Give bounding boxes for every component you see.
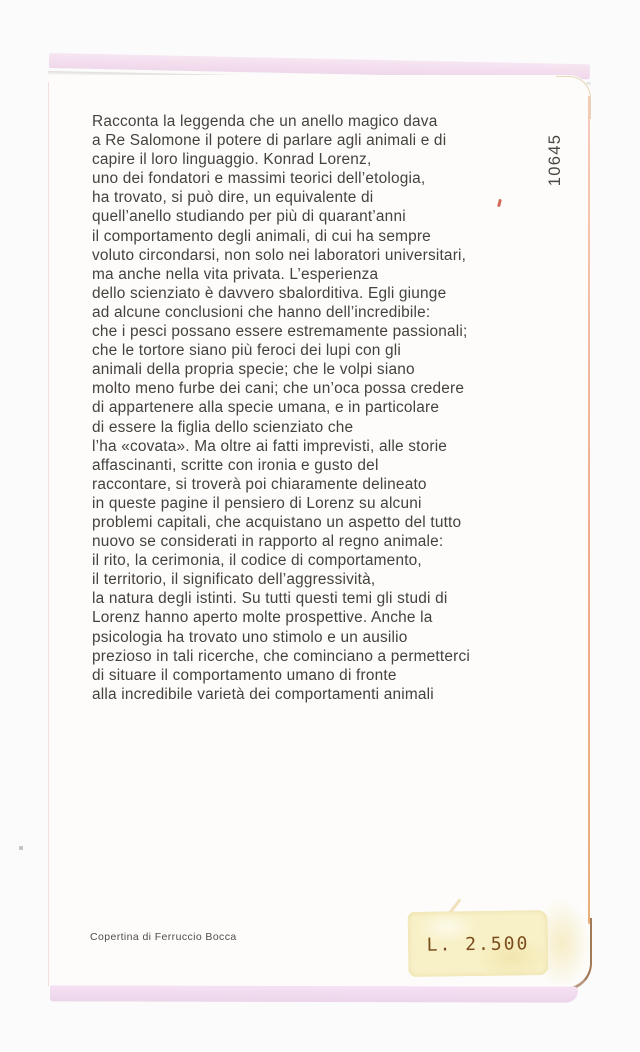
blurb-line: ha trovato, si può dire, un equivalente di [92,189,374,207]
blurb-line: di situare il comportamento umano di fronte [92,666,397,684]
catalog-number: 10645 [546,133,564,187]
blurb-line: voluto circondarsi, non solo nei laboratori universitari, [92,246,467,264]
blurb-line: dello scienziato è davvero sbalorditiva. Egli giunge [92,284,447,302]
price-label: L. 2.500 [426,933,530,956]
page-right-edge [588,96,590,924]
blurb-line: psicologia ha trovato uno stimolo e un ausilio [92,628,408,646]
blurb-line: Racconta la leggenda che un anello magico dava [92,113,438,130]
blurb-line: prezioso in tali ricerche, che cominciano a permetterci [92,647,470,665]
blurb-line: il rito, la cerimonia, il codice di comportamento, [92,552,422,570]
blurb-line: ma anche nella vita privata. L’esperienza [92,265,379,283]
sticker-glue-smudge [544,901,588,985]
blurb-line: di appartenere alla specie umana, e in particolare [92,399,440,417]
blurb-line: affascinanti, scritte con ironia e gusto del [92,456,379,474]
blurb-line: a Re Salomone il potere di parlare agli animali e di [92,132,447,150]
blurb-line: molto meno furbe dei cani; che un’oca possa credere [92,380,465,398]
blurb-text [92,112,567,704]
blurb-line: che le tortore siano più feroci dei lupi con gli [92,342,402,360]
cover-credit: Copertina di Ferruccio Bocca [90,931,237,943]
blurb-line: alla incredibile varietà dei comportamenti animali [92,685,434,703]
cover-bottom-edge [50,985,578,1002]
blurb-line: Lorenz hanno aperto molte prospettive. Anche la [92,609,433,627]
blurb-line: di essere la figlia dello scienziato che [92,418,354,436]
blurb-line: in queste pagine il pensiero di Lorenz su alcuni [92,494,422,512]
blurb-line: l’ha «covata». Ma oltre ai fatti imprevisti, alle storie [92,437,448,455]
scan-speck-artifact [19,846,23,850]
blurb-line: capire il loro linguaggio. Konrad Lorenz, [92,151,372,169]
blurb-line: quell’anello studiando per più di quarant’anni [92,208,406,226]
blurb-line: raccontare, si troverà poi chiaramente delineato [92,475,427,493]
blurb-line: animali della propria specie; che le volpi siano [92,361,415,379]
blurb-line: il territorio, il significato dell’aggressività, [92,571,376,589]
blurb-line: il comportamento degli animali, di cui ha sempre [92,227,431,245]
blurb-line: che i pesci possano essere estremamente passionali; [92,323,468,341]
blurb-line: la natura degli istinti. Su tutti questi temi gli studi di [92,590,448,608]
blurb-line: uno dei fondatori e massimi teorici dell’etologia, [92,170,426,188]
blurb-line: problemi capitali, che acquistano un aspetto del tutto [92,513,462,531]
price-sticker [408,910,549,977]
blurb-line: ad alcune conclusioni che hanno dell’incredibile: [92,303,431,321]
page-left-edge [48,82,49,986]
blurb-line: nuovo se considerati in rapporto al regno animale: [92,533,444,551]
